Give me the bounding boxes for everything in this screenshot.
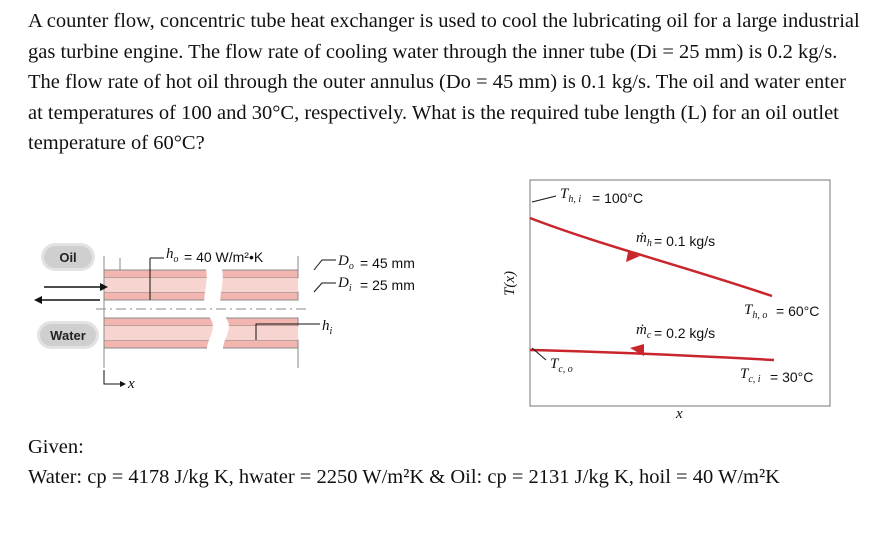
th-out-value: = 60°C: [776, 303, 820, 319]
h-i-symbol: $h_i$: [322, 318, 333, 337]
d-i-value: = 25 mm: [360, 277, 415, 293]
d-o-value: = 45 mm: [360, 255, 415, 271]
x-axis-label: x: [128, 376, 135, 392]
t-x-label: T(x): [502, 271, 518, 296]
mc-symbol: ṁ$_c$: [636, 322, 652, 341]
d-i-symbol: $D_i$: [338, 275, 352, 294]
h-o-symbol: $h_o$: [166, 246, 179, 265]
d-o-symbol: $D_o$: [338, 253, 354, 272]
mh-value: = 0.1 kg/s: [654, 233, 716, 249]
th-in-value: = 100°C: [592, 190, 644, 206]
plot-x-label: x: [676, 406, 683, 422]
mh-symbol: ṁ$_h$: [636, 230, 652, 249]
problem-text: A counter flow, concentric tube heat exchanger is used to cool the lubricating oil for a large industrial gas turbine engine. The flow rate of cooling water through the inner tube (Di = 25 mm) is 0.2 kg/s. The flow rate of hot oil through the outer annulus (Do = 45 mm) is 0.1 kg/s. The oil and water enter at temperatures of 100 and 30°C, respectively. What is the required tube length (L) for an oil outlet temperature of 60°C?: [28, 10, 860, 154]
tc-in-value: = 30°C: [770, 369, 814, 385]
th-out-symbol: $T_{h, o}$: [744, 302, 768, 321]
oil-label: Oil: [59, 249, 77, 265]
mc-value: = 0.2 kg/s: [654, 325, 716, 341]
th-in-symbol: $T_{h, i}$: [560, 186, 582, 205]
given-section: [28, 432, 780, 492]
tc-out-symbol: $T_{c, o}$: [550, 356, 573, 375]
water-label: Water: [50, 327, 86, 343]
h-o-value: = 40 W/m²•K: [184, 249, 264, 265]
given-line: Water: cp = 4178 J/kg K, hwater = 2250 W/m²K & Oil: cp = 2131 J/kg K, hoil = 40 W/m²K: [28, 466, 780, 488]
tc-in-symbol: $T_{c, i}$: [740, 366, 761, 385]
given-heading: Given:: [28, 436, 84, 458]
